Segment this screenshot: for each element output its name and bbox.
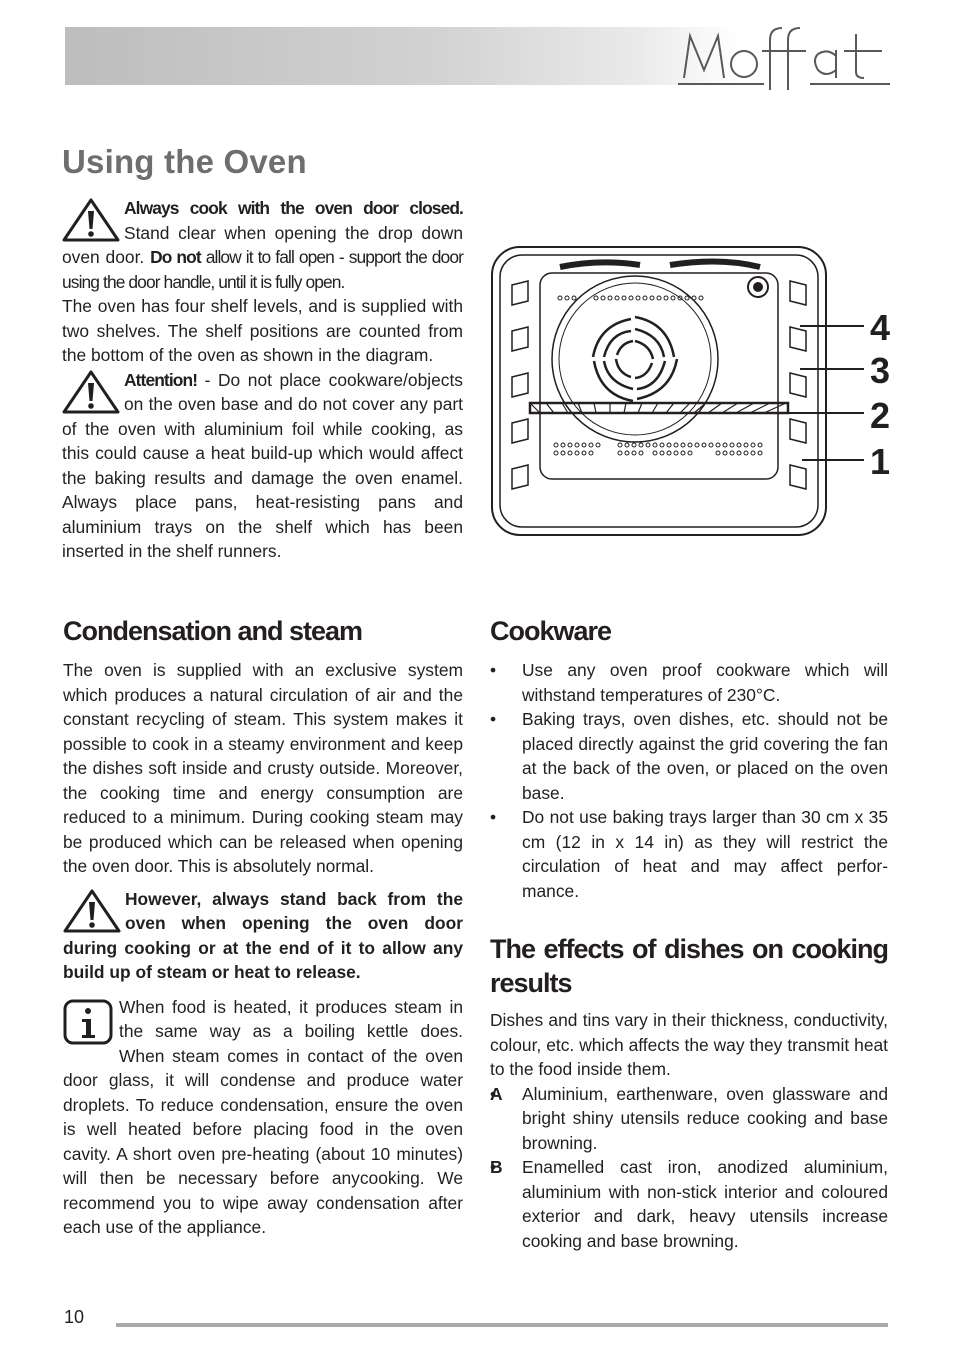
info-icon [63, 999, 113, 1045]
page-number: 10 [64, 1307, 85, 1327]
warning1-text2: allow it to fall open - support the door using the door handle, until it is fully open. [62, 247, 463, 292]
cookware-list [490, 658, 888, 903]
page-title: Using the Oven [62, 143, 307, 180]
warning-icon [62, 198, 120, 242]
effects-section [490, 932, 888, 1253]
warning-icon [62, 370, 120, 414]
condensation-section [63, 614, 463, 1240]
list-item: • A Aluminium, earthenware, oven glassware and bright shiny utensils reduce cooking and base browning. [490, 1082, 888, 1156]
cookware-section [490, 614, 888, 903]
warning1-bold: Always cook with the oven door closed. [124, 198, 463, 218]
cookware-heading: Cookware [490, 616, 612, 646]
list-item: • B Enamelled cast iron, anodized aluminium, aluminium with non-stick interior and coloured exterior and dark, heavy utensils increase cooking and base browning. [490, 1155, 888, 1253]
shelf-label-2: 2 [870, 395, 891, 436]
item-label: • A [490, 1083, 503, 1104]
warning-icon [63, 889, 121, 933]
footer-rule [116, 1323, 888, 1327]
condensation-heading: Condensation and steam [63, 616, 363, 646]
effects-intro: Dishes and tins vary in their thickness, conductivity, colour, etc. which affects the way they transmit heat to the food inside them. [490, 1010, 888, 1079]
list-item: • Use any oven proof cookware which will withstand temperatures of 230°C. [490, 658, 888, 707]
warning1-bold2: Do not [150, 247, 201, 267]
oven-shelf-diagram [490, 245, 900, 537]
warning1-text: Stand clear when opening the drop down oven door. [62, 222, 463, 267]
effects-list [490, 1082, 888, 1254]
shelf-label-3: 3 [870, 350, 891, 391]
moffat-logo [678, 20, 890, 92]
attention-text: - Do not place cookware/objects on the oven base and do not cover any part of the oven with aluminium foil while cooking, as this could cause a heat build-up which would affect the baking results and damage the oven enamel. Always place pans, heat-resisting pans and aluminium trays on the shelf which has been inserted in the shelf runners. [62, 369, 463, 561]
condensation-paragraph: The oven is supplied with an exclusive system which produces a natural circulation of air and the constant recycling of steam. This system makes it possible to cook in a steamy environment and keep the dishes soft inside and crusty outside. Moreover, the cooking time and energy consumption are reduced to a minimum. During cooking steam may be produced which can be released when opening the oven door. This is absolutely normal. [63, 660, 463, 876]
shelf-label-4: 4 [870, 307, 891, 348]
shelf-text: The oven has four shelf levels, and is supplied with two shelves. The shelf positions are counted from the bottom of the oven as shown in the diagram. [62, 296, 463, 365]
steam-warning: However, always stand back from the oven when opening the oven door during cooking or at the end of it to allow any build up of steam or heat to release. [63, 888, 463, 982]
list-item: • Do not use baking trays larger than 30 cm x 35 cm (12 in x 14 in) as they will restrict the circulation of heat and may affect perfor-mance. [490, 805, 888, 903]
brand-text: Moffat [678, 20, 681, 21]
info-text: When food is heated, it produces steam in the same way as a boiling kettle does. When steam comes in contact of the oven door glass, it will condense and produce water droplets. To reduce condensation, ensure the oven is well heated before placing food in the oven cavity. A short oven pre-heating (about 10 minutes) will then be necessary before anycooking. We recommend you to wipe away condensation after each use of the appliance. [63, 996, 463, 1237]
list-item: • Baking trays, oven dishes, etc. should not be placed directly against the grid covering the fan at the back of the oven, or placed on the oven base. [490, 707, 888, 805]
effects-heading: The effects of dishes on cooking results [490, 934, 888, 998]
attention-bold: Attention! [124, 369, 198, 390]
intro-section [62, 196, 463, 564]
item-label: • B [490, 1157, 503, 1177]
shelf-label-1: 1 [870, 441, 891, 482]
